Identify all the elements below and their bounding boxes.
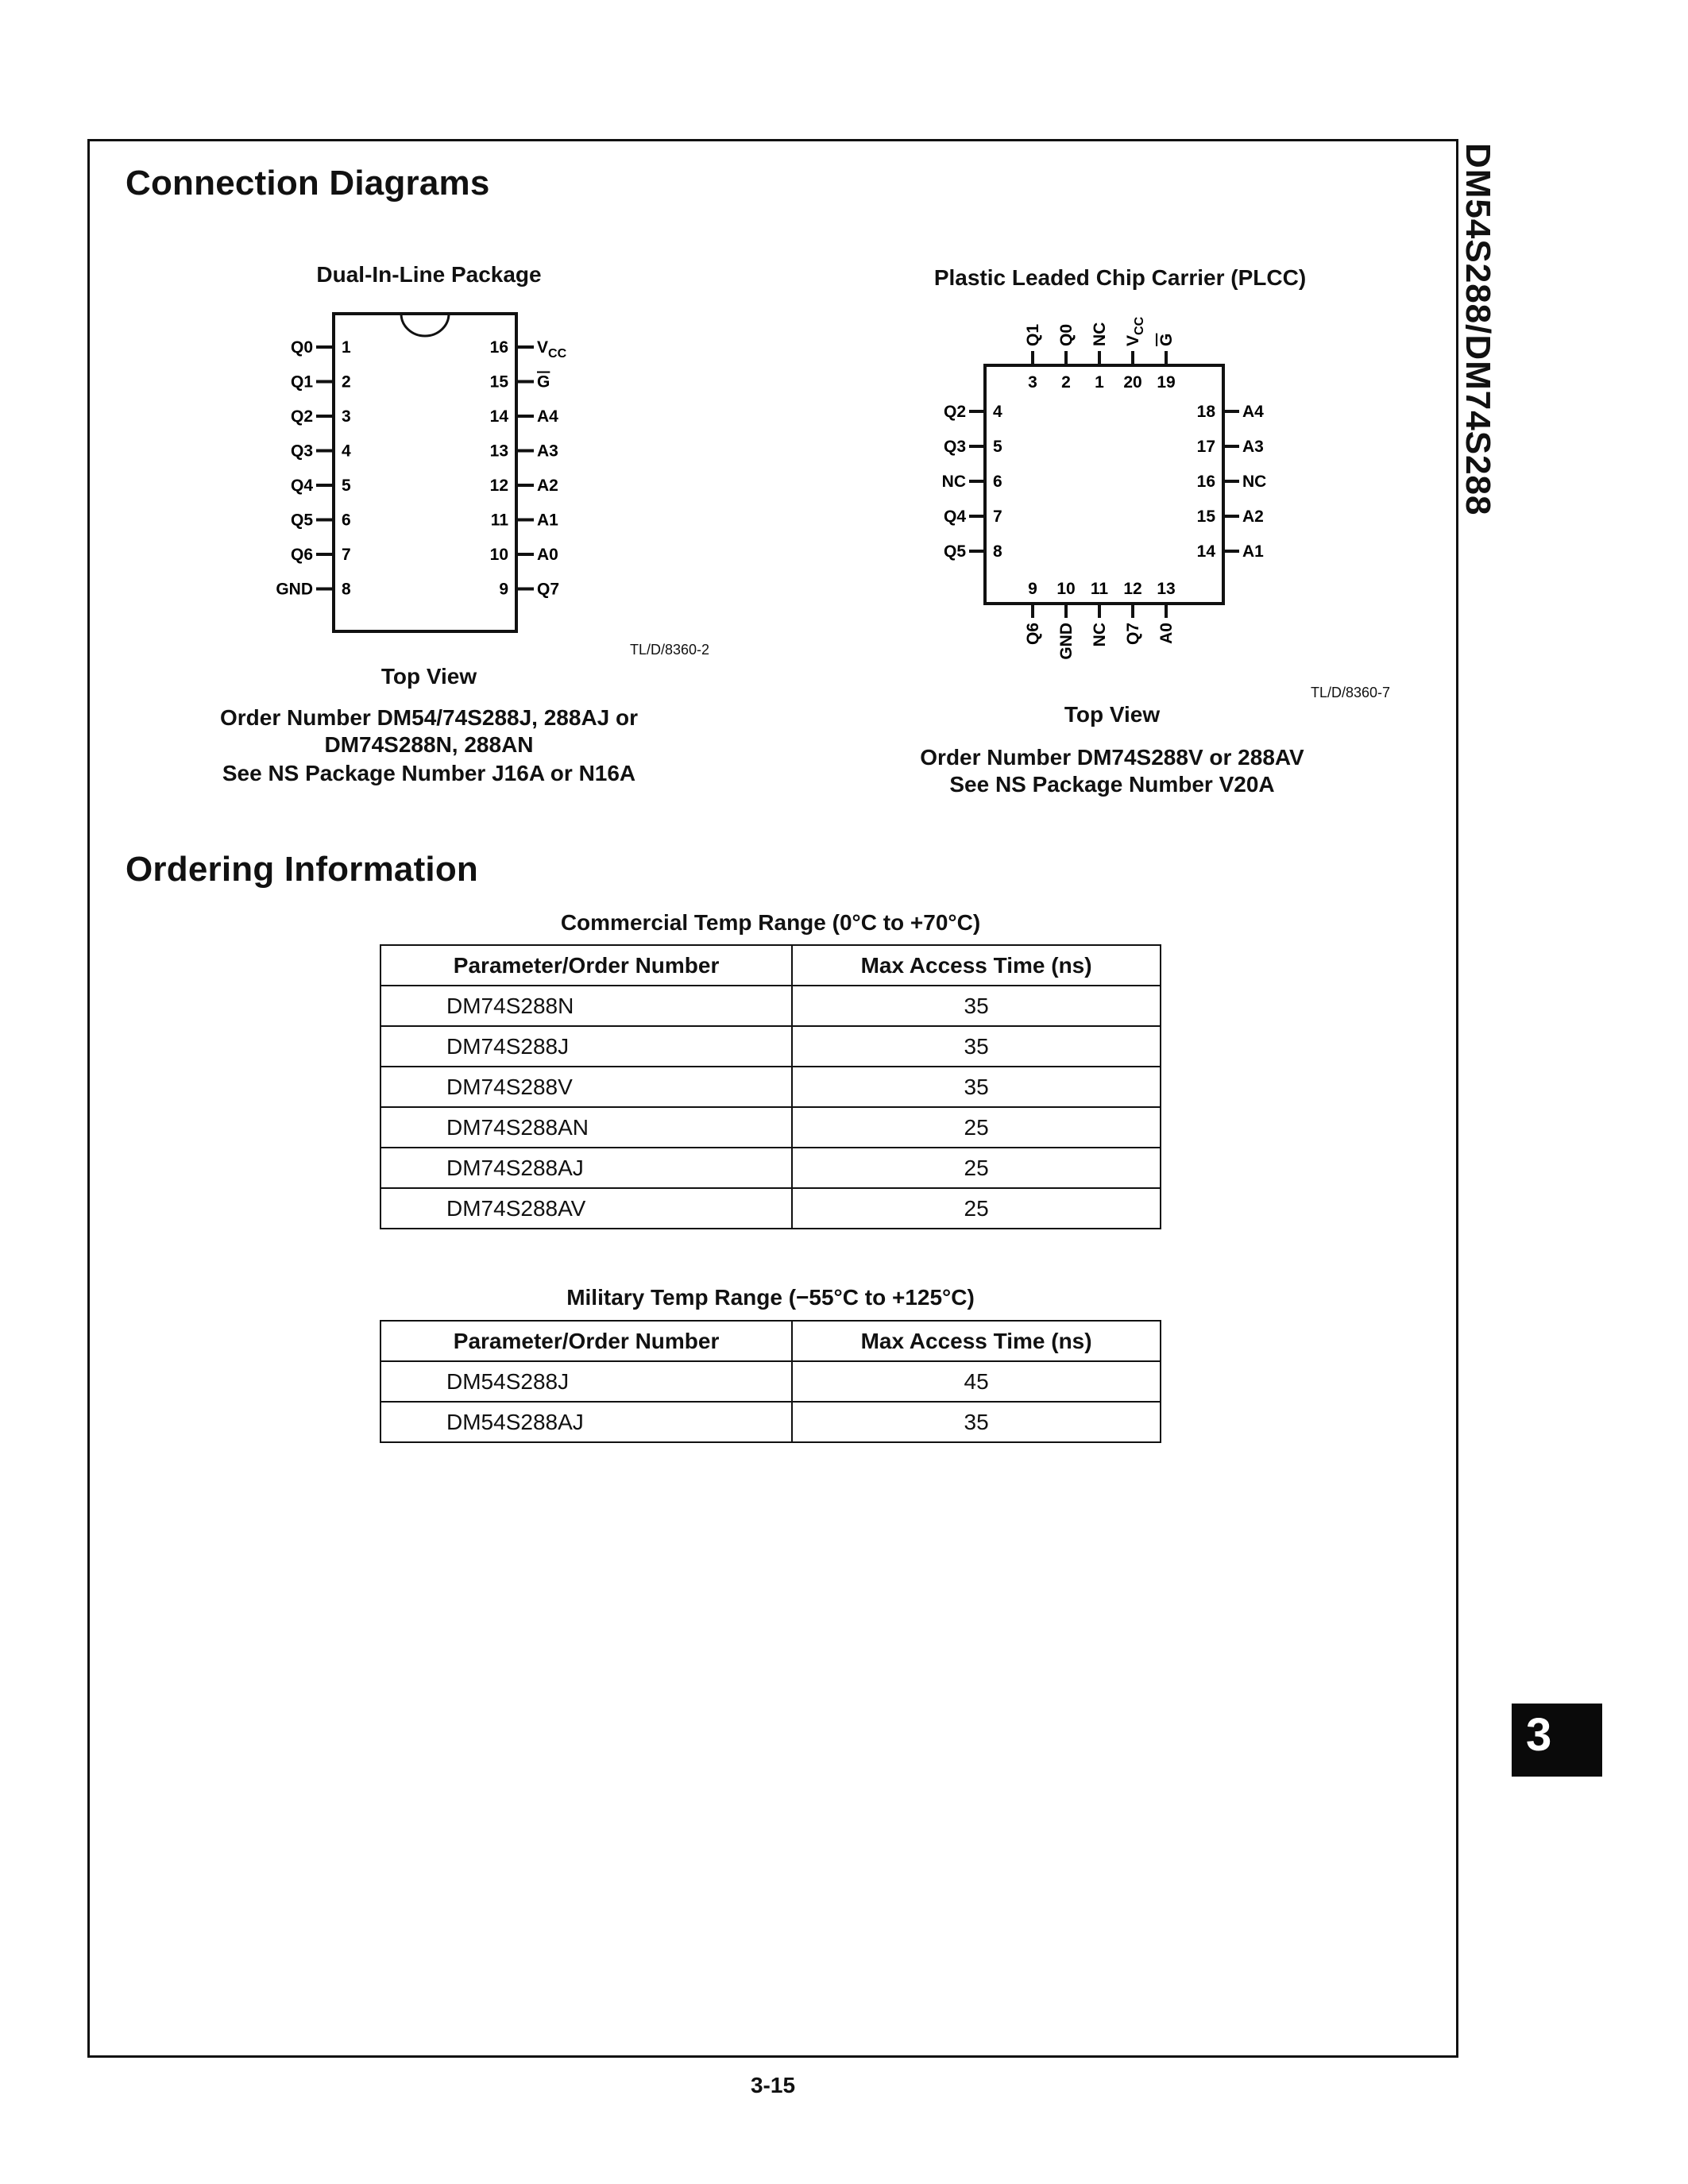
pin-number: 15 bbox=[1196, 507, 1215, 526]
pin-label: A0 bbox=[537, 546, 558, 564]
pin-label: A0 bbox=[1157, 623, 1176, 644]
pin-number: 14 bbox=[1196, 542, 1215, 561]
dip-ref: TL/D/8360-2 bbox=[630, 642, 710, 658]
side-title bbox=[1458, 143, 1529, 516]
pin-label: Q3 bbox=[943, 438, 966, 456]
access-time-cell: 35 bbox=[792, 1402, 1161, 1442]
order-number-cell: DM74S288N bbox=[380, 986, 792, 1026]
pin-number: 8 bbox=[993, 542, 1002, 561]
header-parameter: Parameter/Order Number bbox=[380, 945, 792, 986]
military-table bbox=[380, 1320, 1161, 1443]
section-tab: 3 bbox=[1512, 1704, 1602, 1777]
pin-label: Q6 bbox=[1024, 623, 1042, 646]
pin-number: 11 bbox=[1090, 580, 1109, 598]
pin-label: Q5 bbox=[943, 542, 966, 561]
order-number-cell: DM54S288AJ bbox=[380, 1402, 792, 1442]
pin-label: A3 bbox=[537, 442, 558, 461]
pin-label: Q4 bbox=[943, 507, 966, 526]
pin-number: 12 bbox=[489, 477, 508, 495]
order-number-cell: DM74S288AV bbox=[380, 1188, 792, 1229]
pin-number: 20 bbox=[1123, 373, 1142, 392]
pin-label: A1 bbox=[1242, 542, 1264, 561]
pin-number: 13 bbox=[1157, 580, 1176, 598]
military-caption: Military Temp Range (−55°C to +125°C) bbox=[566, 1285, 975, 1310]
table-row bbox=[380, 1107, 1161, 1148]
pin-number: 12 bbox=[1123, 580, 1142, 598]
plcc-title: Plastic Leaded Chip Carrier (PLCC) bbox=[933, 265, 1307, 290]
access-time-cell: 35 bbox=[792, 986, 1161, 1026]
pin-number: 9 bbox=[1028, 580, 1037, 598]
plcc-body bbox=[985, 365, 1223, 604]
pin-number: 3 bbox=[1028, 373, 1037, 392]
plcc-package-line: See NS Package Number V20A bbox=[949, 772, 1275, 797]
pin-label: $V_{CC}$ bbox=[1124, 316, 1146, 346]
pin-number: 1 bbox=[342, 338, 351, 357]
pin-label: Q1 bbox=[1024, 323, 1042, 346]
pin-number: 6 bbox=[993, 473, 1002, 491]
table-row bbox=[380, 1188, 1161, 1229]
commercial-table bbox=[380, 944, 1161, 1229]
plcc-order-line: Order Number DM74S288V or 288AV bbox=[920, 745, 1304, 770]
access-time-cell: 45 bbox=[792, 1361, 1161, 1402]
pin-label: GND bbox=[1057, 623, 1076, 660]
order-number-cell: DM54S288J bbox=[380, 1361, 792, 1402]
dip-package-line: See NS Package Number J16A or N16A bbox=[222, 761, 636, 785]
table-row bbox=[380, 1402, 1161, 1442]
table-row bbox=[380, 1361, 1161, 1402]
order-number-cell: DM74S288V bbox=[380, 1067, 792, 1107]
pin-number: 10 bbox=[1056, 580, 1076, 598]
pin-number: 16 bbox=[1196, 473, 1215, 491]
table-header-row bbox=[380, 945, 1161, 986]
pin-label: NC bbox=[941, 473, 966, 491]
table-row bbox=[380, 1067, 1161, 1107]
pin-label: NC bbox=[1242, 473, 1267, 491]
access-time-cell: 25 bbox=[792, 1148, 1161, 1188]
header-parameter: Parameter/Order Number bbox=[380, 1321, 792, 1361]
plcc-diagram bbox=[929, 310, 1311, 675]
table-row bbox=[380, 1026, 1161, 1067]
pin-label: A4 bbox=[537, 407, 558, 426]
pin-label: Q5 bbox=[290, 511, 313, 530]
pin-label: Q4 bbox=[290, 477, 313, 495]
pin-label: Q0 bbox=[290, 338, 313, 357]
dip-view-label: Top View bbox=[380, 664, 477, 689]
pin-number: 11 bbox=[490, 511, 508, 530]
pin-label: Q6 bbox=[290, 546, 313, 564]
pin-label: Q7 bbox=[537, 580, 560, 599]
pin-number: 16 bbox=[489, 338, 508, 357]
dip-body bbox=[334, 314, 516, 631]
access-time-cell: 25 bbox=[792, 1107, 1161, 1148]
pin-label: $V_{CC}$ bbox=[537, 338, 567, 361]
pin-number: 9 bbox=[499, 580, 508, 599]
dip-notch bbox=[401, 314, 449, 336]
pin-label: A1 bbox=[537, 511, 558, 530]
pin-label: NC bbox=[1091, 322, 1109, 346]
side-title-text: DM54S288/DM74S288 bbox=[1458, 143, 1497, 516]
dip-title: Dual-In-Line Package bbox=[316, 262, 542, 287]
pin-number: 8 bbox=[342, 580, 351, 599]
pin-label: GND bbox=[276, 580, 313, 599]
table-row bbox=[380, 986, 1161, 1026]
order-number-cell: DM74S288AJ bbox=[380, 1148, 792, 1188]
pin-number: 13 bbox=[489, 442, 508, 461]
dip-order-line1: Order Number DM54/74S288J, 288AJ or bbox=[219, 705, 639, 730]
pin-label: G bbox=[1157, 333, 1176, 346]
dip-order-line2: DM74S288N, 288AN bbox=[324, 732, 534, 757]
dip-diagram bbox=[262, 302, 628, 651]
pin-label: A4 bbox=[1242, 403, 1264, 421]
pin-label: Q1 bbox=[290, 372, 313, 392]
order-number-cell: DM74S288AN bbox=[380, 1107, 792, 1148]
pin-label: A2 bbox=[1242, 507, 1264, 526]
plcc-view-label: Top View bbox=[1064, 702, 1161, 727]
pin-number: 5 bbox=[342, 477, 351, 495]
pin-label: Q2 bbox=[290, 407, 313, 426]
pin-number: 18 bbox=[1196, 403, 1215, 421]
pin-label: G bbox=[537, 372, 550, 392]
plcc-ref: TL/D/8360-7 bbox=[1311, 685, 1391, 700]
pin-label: A2 bbox=[537, 477, 558, 495]
order-number-cell: DM74S288J bbox=[380, 1026, 792, 1067]
pin-number: 7 bbox=[993, 507, 1002, 526]
header-access-time: Max Access Time (ns) bbox=[792, 1321, 1161, 1361]
table-row bbox=[380, 1148, 1161, 1188]
pin-number: 15 bbox=[489, 372, 508, 392]
commercial-caption: Commercial Temp Range (0°C to +70°C) bbox=[560, 910, 981, 935]
pin-number: 7 bbox=[342, 546, 351, 564]
pin-label: Q0 bbox=[1057, 323, 1076, 346]
pin-number: 4 bbox=[993, 403, 1002, 421]
page-number: 3-15 bbox=[750, 2073, 796, 2097]
pin-label: Q3 bbox=[290, 442, 313, 461]
header-access-time: Max Access Time (ns) bbox=[792, 945, 1161, 986]
pin-number: 19 bbox=[1157, 373, 1176, 392]
access-time-cell: 35 bbox=[792, 1026, 1161, 1067]
connection-heading: Connection Diagrams bbox=[126, 164, 490, 203]
ordering-heading: Ordering Information bbox=[126, 850, 478, 889]
pin-number: 10 bbox=[489, 546, 508, 564]
pin-number: 4 bbox=[342, 442, 351, 461]
pin-number: 1 bbox=[1095, 373, 1104, 392]
pin-label: Q7 bbox=[1124, 623, 1142, 646]
pin-number: 2 bbox=[1061, 373, 1071, 392]
pin-number: 5 bbox=[993, 438, 1002, 456]
pin-label: NC bbox=[1091, 623, 1109, 647]
pin-number: 17 bbox=[1196, 438, 1215, 456]
access-time-cell: 25 bbox=[792, 1188, 1161, 1229]
pin-label: Q2 bbox=[943, 403, 966, 421]
table-header-row bbox=[380, 1321, 1161, 1361]
pin-number: 6 bbox=[342, 511, 351, 530]
pin-number: 3 bbox=[342, 407, 351, 426]
pin-number: 14 bbox=[489, 407, 508, 426]
pin-label: A3 bbox=[1242, 438, 1264, 456]
pin-number: 2 bbox=[342, 372, 351, 392]
access-time-cell: 35 bbox=[792, 1067, 1161, 1107]
